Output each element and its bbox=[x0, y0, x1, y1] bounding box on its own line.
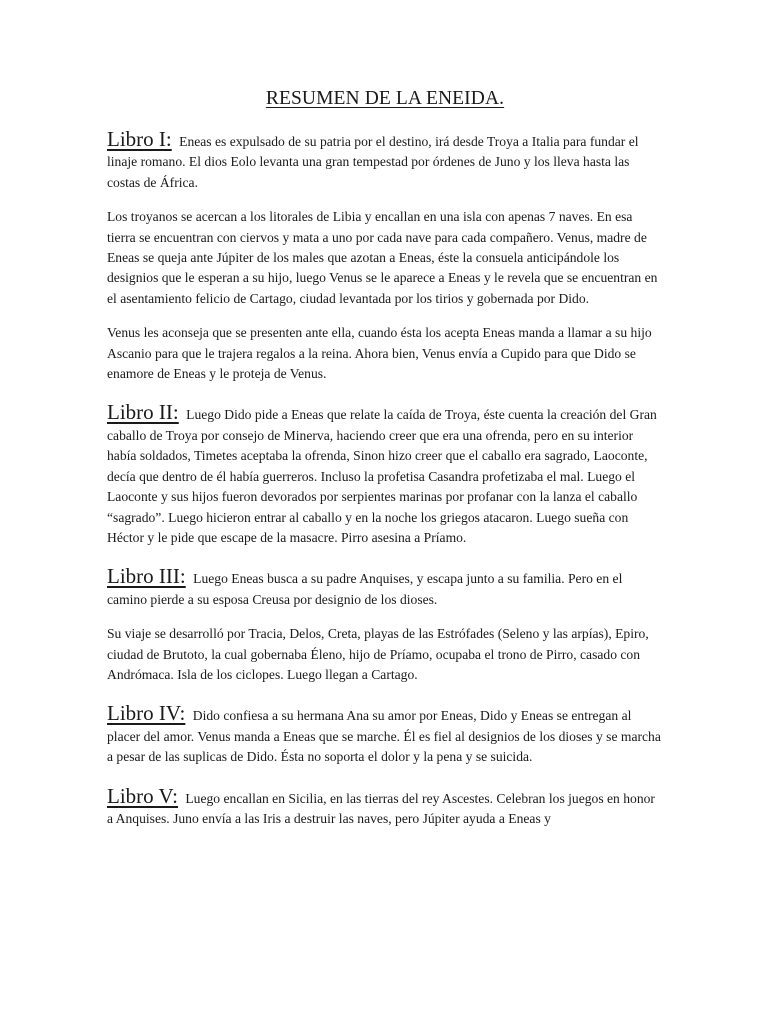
section-lead-paragraph bbox=[107, 783, 663, 830]
section-heading: Libro I: bbox=[107, 127, 172, 151]
section-libro-5 bbox=[107, 783, 663, 830]
body-paragraph: Su viaje se desarrolló por Tracia, Delos, Creta, playas de las Estrófades (Seleno y las arpías), Epiro, ciudad de Brutoto, la cual gobernaba Éleno, hijo de Príamo, ocupaba el trono de Pirro, casado con Andrómaca. Isla de los ciclopes. Luego llegan a Cartago. bbox=[107, 626, 649, 682]
document-title: RESUMEN DE LA ENEIDA. bbox=[265, 88, 505, 109]
section-lead-paragraph bbox=[107, 566, 663, 610]
section-heading: Libro V: bbox=[107, 783, 178, 808]
section-lead-text: Luego Dido pide a Eneas que relate la caída de Troya, éste cuenta la creación del Gran caballo de Troya por consejo de Minerva, haciendo creer que era una ofrenda, pero en su interior había soldados, Timetes aceptaba la ofrenda, Sinon hizo creer que el caballo era sagrado, Laoconte, decía que dentro de él había guerreros. Incluso la profetisa Casandra profetizaba el mal. Luego el Laoconte y sus hijos fueron devorados por serpientes marinas por profanar con la lanza el caballo “sagrado”. Luego hicieron entrar al caballo y en la noche los griegos atacaron. Luego sueña con Héctor y le pide que escape de la masacre. Pirro asesina a Príamo. bbox=[107, 407, 657, 545]
document-page bbox=[107, 88, 663, 843]
section-lead-text: Eneas es expulsado de su patria por el destino, irá desde Troya a Italia para fundar el linaje romano. El dios Eolo levanta una gran tempestad por órdenes de Juno y los lleva hasta las costas de África. bbox=[107, 134, 639, 190]
section-libro-1 bbox=[107, 129, 663, 384]
section-lead-text: Luego encallan en Sicilia, en las tierras del rey Ascestes. Celebran los juegos en honor a Anquises. Juno envía a las Iris a destruir las naves, pero Júpiter ayuda a Eneas y bbox=[107, 790, 655, 826]
section-heading: Libro II: bbox=[107, 400, 179, 425]
section-lead-paragraph bbox=[107, 129, 663, 193]
body-paragraph: Venus les aconseja que se presenten ante ella, cuando ésta los acepta Eneas manda a llamar a su hijo Ascanio para que le trajera regalos a la reina. Ahora bien, Venus envía a Cupido para que Dido se enamore de Eneas y le proteja de Venus. bbox=[107, 325, 652, 382]
section-lead-paragraph bbox=[107, 402, 663, 548]
section-lead-text: Dido confiesa a su hermana Ana su amor por Eneas, Dido y Eneas se entregan al placer del amor. Venus manda a Eneas que se marche. Él es fiel al designios de los dioses y se marcha a pesar de las suplicas de Dido. Ésta no soporta el dolor y la pena y se suicida. bbox=[107, 708, 661, 765]
section-libro-4 bbox=[107, 703, 663, 767]
body-paragraph: Los troyanos se acercan a los litorales de Libia y encallan en una isla con apenas 7 naves. En esa tierra se encuentran con ciervos y mata a uno por cada nave para cada compañero. Venus, madre de Eneas se queja ante Júpiter de los males que azotan a Eneas, éste la consuela anticipándole los designios que le esperan a su hijo, luego Venus se le aparece a Eneas y le revela que se encuentran en el asentamiento felicio de Cartago, ciudad levantada por los tirios y gobernada por Dido. bbox=[107, 209, 658, 306]
section-lead-text: Luego Eneas busca a su padre Anquises, y escapa junto a su familia. Pero en el camino pierde a su esposa Creusa por designio de los dioses. bbox=[107, 571, 623, 607]
section-lead-paragraph bbox=[107, 703, 663, 767]
section-heading: Libro IV: bbox=[107, 701, 186, 726]
section-libro-2 bbox=[107, 402, 663, 548]
section-heading: Libro III: bbox=[107, 564, 186, 589]
section-libro-3 bbox=[107, 566, 663, 685]
